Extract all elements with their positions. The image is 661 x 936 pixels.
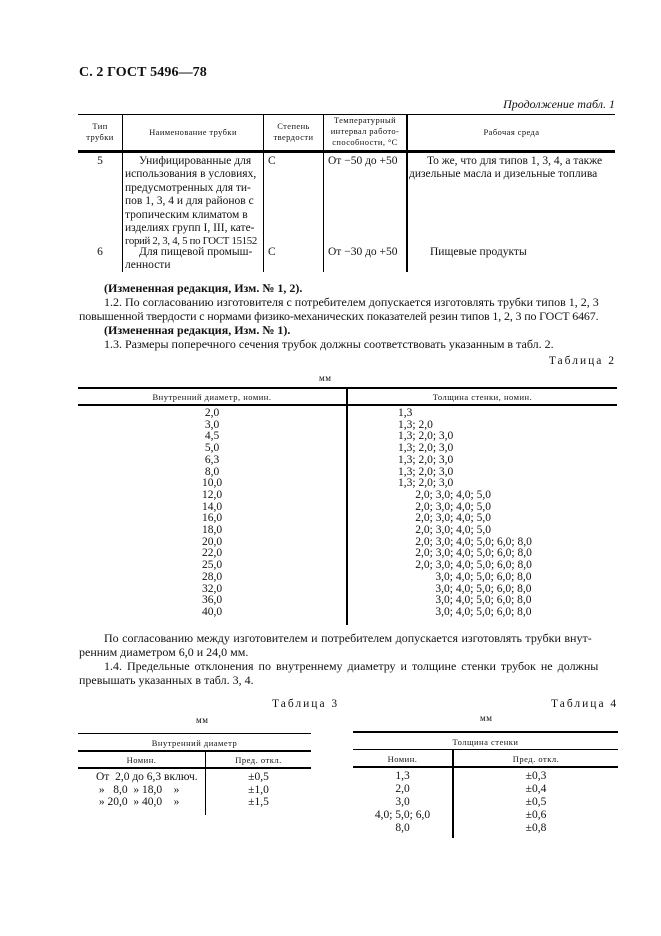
table2-cell-wall: 2,0; 3,0; 4,0; 5,0; 6,0; 8,0 — [398, 559, 532, 572]
name-line: Для пищевой промыш- — [139, 246, 253, 258]
table3-cell-deviation: ±1,5 — [248, 796, 269, 808]
amendment-note-1: (Измененная редакция, Изм. № 1, 2). — [104, 281, 303, 295]
table1-row-5-medium — [409, 155, 614, 182]
table2-cell-wall: 1,3; 2,0; 3,0 — [398, 453, 454, 466]
table2-cell-diameter: 12,0 — [201, 488, 223, 501]
table2-cell-wall: 2,0; 3,0; 4,0; 5,0; 6,0; 8,0 — [398, 535, 532, 548]
table3-cell-nominal: От 2,0 до 6,3 включ. — [96, 771, 198, 783]
table1-row-6-temperature: От −30 до +50 — [328, 246, 398, 258]
table2-cell-wall: 1,3; 2,0 — [398, 418, 433, 431]
table2-cell-diameter: 22,0 — [201, 547, 223, 560]
table4-header-bottom-border — [353, 766, 618, 768]
table4-cell-nominal: 4,0; 5,0; 6,0 — [374, 809, 431, 821]
table4-cell-deviation: ±0,6 — [525, 809, 547, 821]
table2-cell-diameter: 4,5 — [204, 430, 220, 443]
table3-subheader-border — [78, 750, 311, 752]
table3-header-bottom-border — [78, 767, 311, 769]
table2-cell-diameter: 5,0 — [204, 442, 220, 455]
table2-cell-diameter: 40,0 — [201, 605, 223, 618]
name-line: тропическим климатом в — [125, 208, 248, 221]
paragraph-1-4-line1: 1.4. Предельные отклонения по внутреннему диаметру и толщине стенки трубок не должны — [104, 659, 599, 673]
table2-title: Таблица 2 — [548, 355, 616, 367]
table2-cell-wall: 1,3; 2,0; 3,0 — [398, 442, 454, 455]
table2-units: мм — [319, 373, 332, 383]
name-line: использования в условиях, — [125, 168, 257, 181]
table4-title: Таблица 4 — [551, 698, 619, 710]
table1-header-medium — [408, 127, 615, 138]
paragraph-agreement-line1: По согласованию между изготовителем и потребителем допускается изготовлять трубки внут- — [104, 631, 592, 645]
table2-cell-diameter: 20,0 — [201, 535, 223, 548]
table1-row-5-type: 5 — [97, 155, 103, 167]
table2-cell-diameter: 14,0 — [201, 500, 223, 513]
table3-top-border — [78, 733, 311, 734]
table2-cell-wall: 1,3; 2,0; 3,0 — [398, 477, 454, 490]
header-line: Наименование трубки — [149, 127, 237, 137]
table1-header-type — [78, 121, 122, 143]
table2-cell-wall: 2,0; 3,0; 4,0; 5,0; 6,0; 8,0 — [398, 547, 532, 560]
header-line: Температурный — [333, 115, 397, 125]
medium-line: дизельные масла и дизельные топлива — [409, 168, 598, 181]
name-line: Унифицированные для — [139, 155, 252, 167]
table2-cell-diameter: 6,3 — [204, 453, 220, 466]
table4-cell-nominal: 2,0 — [395, 783, 410, 795]
header-line: твердости — [273, 132, 314, 142]
table2-cell-wall: 2,0; 3,0; 4,0; 5,0 — [398, 500, 491, 513]
table1-header-bottom-border — [78, 150, 615, 153]
table4-cell-nominal: 8,0 — [395, 822, 410, 834]
table1-row-6-name — [125, 246, 261, 273]
table2-header-wall: Толщина стенки, номин. — [432, 392, 533, 402]
table2-cell-wall: 1,3; 2,0; 3,0 — [398, 430, 454, 443]
table3-header-nominal: Номин. — [126, 755, 157, 765]
table4-cell-deviation: ±0,3 — [525, 770, 547, 782]
table3-title: Таблица 3 — [272, 698, 340, 710]
table3-group-header: Внутренний диаметр — [151, 738, 238, 748]
name-line: предусмотренных для ти- — [125, 181, 251, 194]
table4-cell-nominal: 3,0 — [395, 796, 410, 808]
paragraph-1-3: 1.3. Размеры поперечного сечения трубок должны соответствовать указанным в табл. 2. — [104, 337, 554, 351]
header-line: интервал работо- — [330, 126, 400, 136]
table1-row-6-hardness: С — [268, 246, 276, 258]
table3-cell-deviation: ±0,5 — [248, 771, 269, 783]
table2-cell-diameter: 2,0 — [204, 407, 220, 419]
table2-cell-diameter: 25,0 — [201, 559, 223, 572]
paragraph-1-2-line1: 1.2. По согласованию изготовителя с потребителем допускается изготовлять трубки типов 1, 2, 3 — [104, 295, 599, 309]
table2-cell-diameter: 18,0 — [201, 524, 223, 536]
table2-cell-diameter: 3,0 — [204, 418, 220, 431]
table1-header-hardness — [264, 121, 323, 143]
header-line: Степень — [277, 121, 310, 131]
table4-units: мм — [480, 713, 493, 723]
table2-cell-wall: 3,0; 4,0; 5,0; 6,0; 8,0 — [398, 605, 532, 618]
table3-header-deviation: Пред. откл. — [235, 755, 282, 765]
table1-row-6-medium — [409, 246, 614, 259]
table2-cell-wall: 3,0; 4,0; 5,0; 6,0; 8,0 — [398, 594, 532, 607]
table2-col-divider — [346, 387, 348, 625]
header-line: трубки — [86, 132, 114, 142]
table2-cell-diameter: 36,0 — [201, 594, 223, 607]
header-line: способности, °С — [332, 137, 398, 147]
table4-cell-deviation: ±0,8 — [525, 822, 547, 834]
table1-continuation-label: Продолжение табл. 1 — [503, 97, 615, 111]
table2-cell-diameter: 8,0 — [204, 465, 220, 478]
table2-cell-wall: 2,0; 3,0; 4,0; 5,0 — [398, 488, 491, 501]
table4-cell-deviation: ±0,5 — [525, 796, 547, 808]
table2-cell-wall: 3,0; 4,0; 5,0; 6,0; 8,0 — [398, 570, 532, 583]
table1-row-5-hardness: С — [268, 155, 276, 167]
table2-cell-diameter: 16,0 — [201, 512, 223, 525]
table2-cell-wall: 2,0; 3,0; 4,0; 5,0 — [398, 512, 491, 525]
table3-cell-nominal: » 20,0 » 40,0 » — [96, 796, 180, 808]
amendment-note-2: (Измененная редакция, Изм. № 1). — [104, 323, 291, 337]
medium-line: То же, что для типов 1, 3, 4, а также — [427, 155, 603, 167]
table4-subheader-border — [353, 749, 618, 750]
table2-cell-wall: 1,3; 2,0; 3,0 — [398, 465, 454, 478]
table3-cell-nominal: » 8,0 » 18,0 » — [96, 783, 180, 796]
page-header: С. 2 ГОСТ 5496—78 — [79, 65, 207, 80]
paragraph-agreement-line2: ренним диаметром 6,0 и 24,0 мм. — [79, 645, 249, 659]
table2-header-diameter: Внутренний диаметр, номин. — [152, 392, 272, 402]
table2-cell-diameter: 10,0 — [201, 477, 223, 490]
table1-row-5-temperature: От −50 до +50 — [328, 155, 398, 167]
name-line: изделиях групп I, III, кате- — [125, 222, 255, 235]
header-line: Тип — [92, 121, 108, 131]
name-line: ленности — [125, 259, 171, 272]
table1-header-temperature — [324, 115, 406, 148]
header-line: Рабочая среда — [483, 127, 540, 137]
table4-top-border — [353, 731, 618, 733]
table1-row-5-name — [125, 155, 261, 249]
table4-cell-nominal: 1,3 — [395, 770, 410, 782]
paragraph-1-2-line2: повышенной твердости с нормами физико-механических показателей резин типов 1, 2, 3 по ГОСТ 6467. — [79, 309, 599, 323]
table2-cell-wall: 2,0; 3,0; 4,0; 5,0 — [398, 524, 491, 536]
name-line: пов 1, 3, 4 и для районов с — [125, 195, 254, 208]
medium-line: Пищевые продукты — [430, 246, 527, 258]
table4-group-header: Толщина стенки — [452, 737, 519, 747]
table4-header-nominal: Номин. — [387, 754, 418, 764]
table2-cell-wall: 3,0; 4,0; 5,0; 6,0; 8,0 — [398, 582, 532, 595]
table4-header-deviation: Пред. откл. — [512, 754, 560, 764]
table1-header-name — [123, 127, 263, 138]
table2-cell-wall: 1,3 — [398, 407, 413, 419]
table1-row-6-type: 6 — [97, 246, 103, 258]
table2-cell-diameter: 28,0 — [201, 570, 223, 583]
table4-cell-deviation: ±0,4 — [525, 783, 547, 795]
paragraph-1-4-line2: превышать указанных в табл. 3, 4. — [79, 673, 254, 687]
table3-cell-deviation: ±1,0 — [248, 783, 269, 796]
name-line: горий 2, 3, 4, 5 по ГОСТ 15152 — [125, 235, 257, 248]
table3-units: мм — [196, 715, 209, 725]
table2-cell-diameter: 32,0 — [201, 582, 223, 595]
